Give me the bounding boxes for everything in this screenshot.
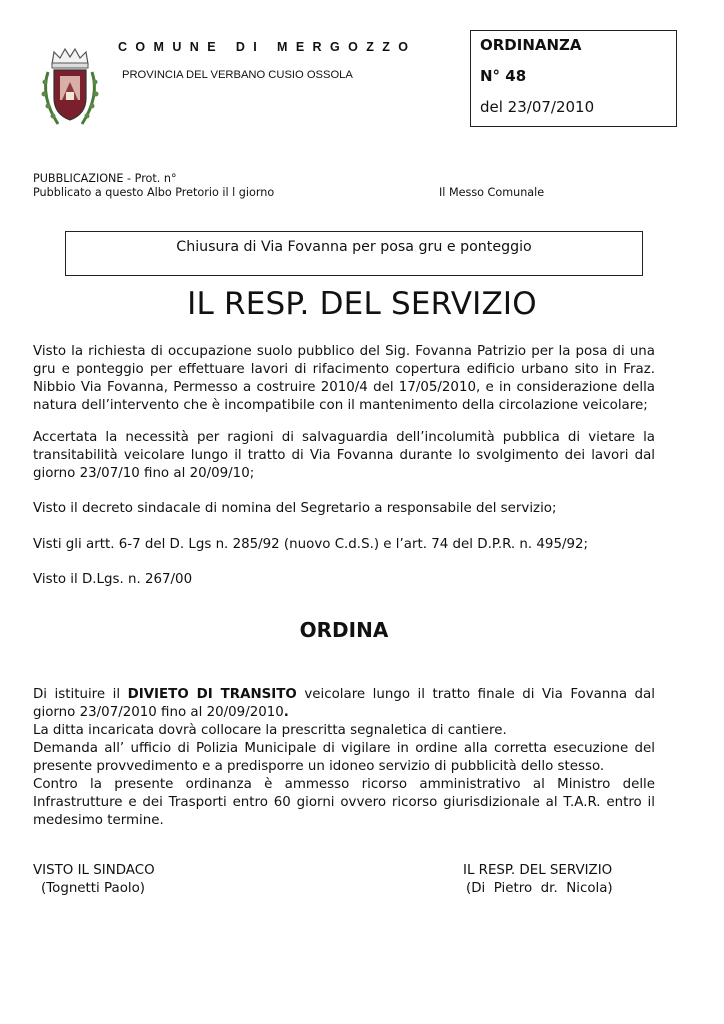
paragraph-visto-decreto: Visto il decreto sindacale di nomina del Segretario a responsabile del servizio; [33,501,557,516]
ordina-heading: ORDINA [299,618,389,642]
ordinance-date: del 23/07/2010 [480,98,595,116]
publication-date-line: Pubblicato a questo Albo Pretorio il l giorno [33,186,275,199]
orders-block [33,686,655,830]
ordinance-number: N° 48 [480,67,527,85]
mayor-name: (Tognetti Paolo) [41,881,146,896]
publication-protocol: PUBBLICAZIONE - Prot. n° [33,172,177,185]
municipality-name: COMUNE DI MERGOZZO [118,40,417,54]
municipal-crest-icon [38,46,102,130]
messo-comunale-label: Il Messo Comunale [439,186,545,199]
manager-signature-label: IL RESP. DEL SERVIZIO [463,863,613,878]
order-segnaletica: La ditta incaricata dovrà collocare la prescritta segnaletica di cantiere. [33,723,507,738]
order-emphasis: DIVIETO DI TRANSITO [127,687,297,702]
subject-text: Chiusura di Via Fovanna per posa gru e ponteggio [176,239,532,255]
order-text: veicolare lungo il tratto finale di Via Fovanna dal giorno 23/07/2010 fino al 20/09/2010 [33,687,655,720]
paragraph-visti-artt: Visti gli artt. 6-7 del D. Lgs n. 285/92 (nuovo C.d.S.) e l’art. 74 del D.P.R. n. 495/92; [33,537,589,552]
page-title: IL RESP. DEL SERVIZIO [187,286,537,322]
order-ricorso: Contro la presente ordinanza è ammesso ricorso amministrativo al Ministro delle Infrastrutture e dei Trasporti entro 60 giorni ovvero ricorso giurisdizionale al T.A.R. entro il medesimo termine. [33,777,655,828]
order-emphasis: . [283,705,289,720]
order-polizia: Demanda all’ ufficio di Polizia Municipale di vigilare in ordine alla corretta esecuzione del presente provvedimento e a predisporre un idoneo servizio di pubblicità dello stesso. [33,741,655,774]
manager-name: (Di Pietro dr. Nicola) [466,881,613,896]
order-divieto [33,686,655,722]
paragraph-accertata: Accertata la necessità per ragioni di salvaguardia dell’incolumità pubblica di vietare la transitabilità veicolare lungo il tratto di Via Fovanna durante lo svolgimento dei lavori dal giorno 23/07/10 fino al 20/09/10; [33,430,655,481]
mayor-signature-label: VISTO IL SINDACO [33,863,155,878]
paragraph-visto-dlgs: Visto il D.Lgs. n. 267/00 [33,572,193,587]
province-name: PROVINCIA DEL VERBANO CUSIO OSSOLA [122,69,353,81]
ordinance-title: ORDINANZA [480,36,582,54]
order-text: Di istituire il [33,687,128,702]
paragraph-visto-richiesta: Visto la richiesta di occupazione suolo pubblico del Sig. Fovanna Patrizio per la posa di una gru e ponteggio per effettuare lavori di rifacimento copertura edificio urbano sito in Fraz. Nibbio Via Fovanna, Permesso a costruire 2010/4 del 17/05/2010, e in considerazione della natura dell’intervento che è incompatibile con il mantenimento della circolazione veicolare; [33,344,655,413]
